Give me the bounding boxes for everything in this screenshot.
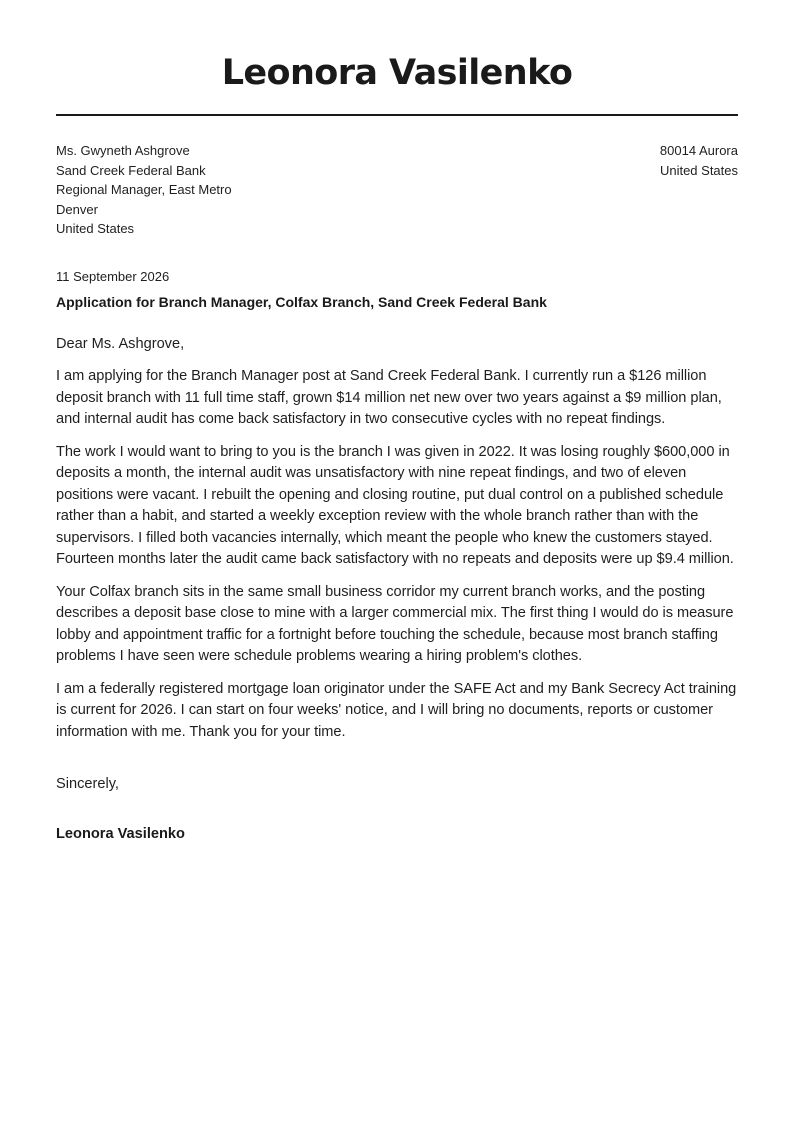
recipient-country: United States [56,221,135,237]
address-section [56,141,738,239]
body-paragraph-2: The work I would want to bring to you is the branch I was given in 2022. It was losing roughly $600,000 in deposits a month, the internal audit was unsatisfactory with nine repeat findings, and two of eleven positions were vacant. I rebuilt the opening and closing routine, put dual control on a published schedule rather than a habit, and started a weekly exception review with the whole branch rather than with the supervisors. I filled both vacancies internally, which meant the people who knew the customers stayed. Fourteen months later the audit came back satisfactory with no repeats and deposits were up $9.4 million. [56,443,734,568]
recipient-title: Regional Manager, East Metro [56,182,232,198]
sender-postal-city: 80014 Aurora [659,143,738,158]
closing: Sincerely, [56,776,119,793]
letter-subject: Application for Branch Manager, Colfax Branch, Sand Creek Federal Bank [56,293,547,310]
recipient-address [56,141,232,239]
cover-letter-page [56,0,738,845]
body-paragraph-1: I am applying for the Branch Manager post at Sand Creek Federal Bank. I currently run a $126 million deposit branch with 11 full time staff, grown $14 million net new over two years against a $9 million plan, and internal audit has come back satisfactory in two consecutive cycles with no repeat findings. [56,368,722,428]
recipient-name: Ms. Gwyneth Ashgrove [56,143,190,158]
letter-date: 11 September 2026 [56,268,170,284]
sender-country: United States [659,162,738,178]
recipient-organization: Sand Creek Federal Bank [56,162,206,178]
header-divider [56,114,738,116]
body-paragraph-3: Your Colfax branch sits in the same small business corridor my current branch works, and the posting describes a deposit base close to mine with a larger commercial mix. The first thing I would do is measure lobby and appointment traffic for a fortnight before touching the schedule, because most branch staffing problems I have seen were schedule problems wearing a hiring problem's clothes. [56,583,734,665]
sender-address [660,141,738,239]
signature-name: Leonora Vasilenko [56,825,185,842]
body-paragraph-4: I am a federally registered mortgage loan originator under the SAFE Act and my Bank Secrecy Act training is current for 2026. I can start on four weeks' notice, and I will bring no documents, reports or customer information with me. Thank you for your time. [56,680,737,740]
recipient-city: Denver [56,201,98,217]
salutation: Dear Ms. Ashgrove, [56,335,185,352]
applicant-name-heading: Leonora Vasilenko [221,53,573,93]
